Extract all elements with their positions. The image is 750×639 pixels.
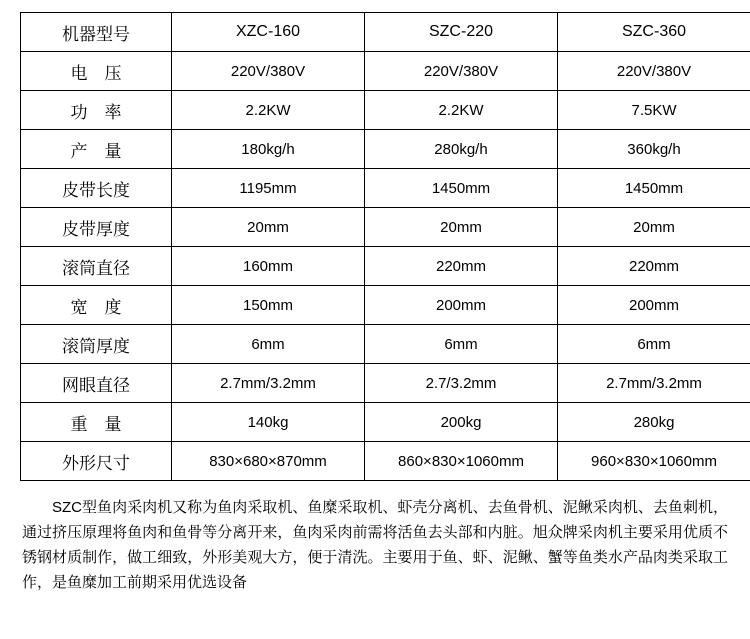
- product-description: SZC型鱼肉采肉机又称为鱼肉采取机、鱼糜采取机、虾壳分离机、去鱼骨机、泥鳅采肉机、去鱼刺机，通过挤压原理将鱼肉和鱼骨等分离开来，鱼肉采肉前需将活鱼去头部和内脏。旭众牌采肉机主要采用优质不锈钢材质制作，做工细致，外形美观大方，便于清洗。主要用于鱼、虾、泥鳅、蟹等鱼类水产品肉类采取工作，是鱼糜加工前期采用优选设备: [22, 499, 728, 591]
- row-value: 20mm: [172, 208, 365, 247]
- row-label: 滚筒厚度: [21, 325, 172, 364]
- row-label: 产 量: [21, 130, 172, 169]
- row-value: 220mm: [365, 247, 558, 286]
- row-label: 外形尺寸: [21, 442, 172, 481]
- row-value: 160mm: [172, 247, 365, 286]
- row-value: 220V/380V: [558, 52, 750, 91]
- row-label: 网眼直径: [21, 364, 172, 403]
- row-label: 皮带长度: [21, 169, 172, 208]
- row-value: 2.7/3.2mm: [365, 364, 558, 403]
- row-value: 280kg: [558, 403, 750, 442]
- row-value: SZC-220: [365, 13, 558, 52]
- row-value: 1195mm: [172, 169, 365, 208]
- table-row: [21, 169, 750, 208]
- row-label: 宽 度: [21, 286, 172, 325]
- row-value: 830×680×870mm: [172, 442, 365, 481]
- table-row: [21, 13, 750, 52]
- table-row: [21, 52, 750, 91]
- table-row: [21, 442, 750, 481]
- table-row: [21, 325, 750, 364]
- row-label: 滚筒直径: [21, 247, 172, 286]
- table-row: [21, 286, 750, 325]
- table-row: [21, 247, 750, 286]
- row-value: 960×830×1060mm: [558, 442, 750, 481]
- row-value: 1450mm: [558, 169, 750, 208]
- row-value: 7.5KW: [558, 91, 750, 130]
- table-row: [21, 364, 750, 403]
- row-value: 6mm: [558, 325, 750, 364]
- table-row: [21, 91, 750, 130]
- row-value: XZC-160: [172, 13, 365, 52]
- row-value: 140kg: [172, 403, 365, 442]
- row-value: 200mm: [365, 286, 558, 325]
- row-value: 220mm: [558, 247, 750, 286]
- row-label: 电 压: [21, 52, 172, 91]
- row-value: 280kg/h: [365, 130, 558, 169]
- row-value: 220V/380V: [365, 52, 558, 91]
- row-label: 皮带厚度: [21, 208, 172, 247]
- row-value: 2.7mm/3.2mm: [172, 364, 365, 403]
- row-value: 6mm: [365, 325, 558, 364]
- row-value: 200kg: [365, 403, 558, 442]
- row-label: 重 量: [21, 403, 172, 442]
- row-value: 6mm: [172, 325, 365, 364]
- row-value: 200mm: [558, 286, 750, 325]
- row-value: SZC-360: [558, 13, 750, 52]
- table-row: [21, 403, 750, 442]
- spec-table-body: [21, 13, 750, 481]
- row-label: 机器型号: [21, 13, 172, 52]
- specification-table: [20, 12, 750, 481]
- row-value: 1450mm: [365, 169, 558, 208]
- row-value: 150mm: [172, 286, 365, 325]
- row-value: 860×830×1060mm: [365, 442, 558, 481]
- table-row: [21, 130, 750, 169]
- row-value: 220V/380V: [172, 52, 365, 91]
- row-value: 2.2KW: [365, 91, 558, 130]
- row-value: 20mm: [558, 208, 750, 247]
- row-value: 180kg/h: [172, 130, 365, 169]
- row-value: 20mm: [365, 208, 558, 247]
- row-value: 2.2KW: [172, 91, 365, 130]
- row-label: 功 率: [21, 91, 172, 130]
- row-value: 360kg/h: [558, 130, 750, 169]
- row-value: 2.7mm/3.2mm: [558, 364, 750, 403]
- table-row: [21, 208, 750, 247]
